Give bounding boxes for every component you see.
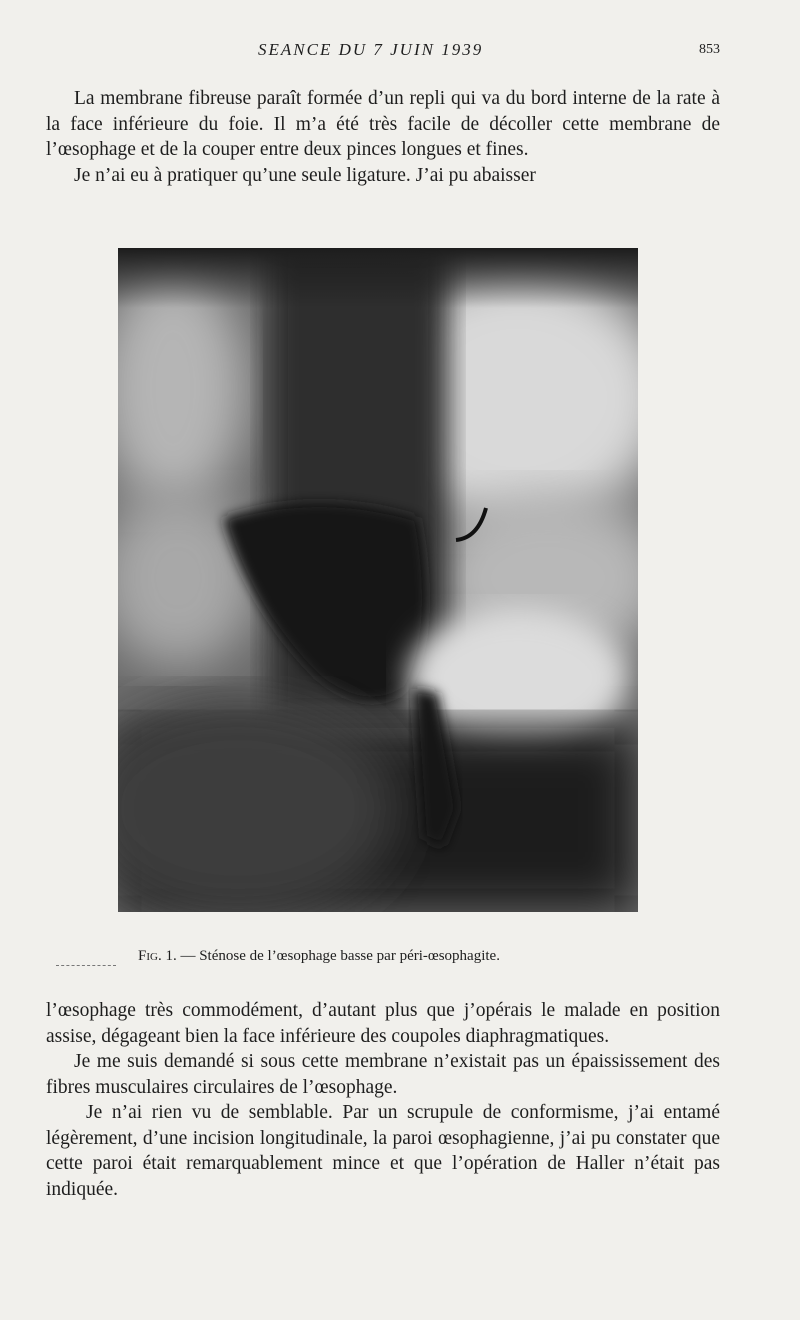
running-title: SEANCE DU 7 JUIN 1939 [258, 40, 484, 59]
caption-rule [56, 965, 116, 966]
page-header [0, 40, 800, 64]
figure-caption-text: — Sténose de l’œsophage basse par péri-œsophagite. [176, 948, 500, 964]
text-block-bottom [46, 998, 720, 1202]
figure-caption [138, 948, 500, 965]
text-block-top [46, 86, 720, 188]
paragraph: Je me suis demandé si sous cette membrane n’existait pas un épaississement des fibres musculaires circulaires de l’œsophage. [46, 1051, 720, 1098]
paragraph: La membrane fibreuse paraît formée d’un repli qui va du bord interne de la rate à la face inférieure du foie. Il m’a été très facile de décoller cette membrane de l’œsophage et de la couper entre deux pinces longues et fines. [46, 88, 720, 160]
paragraph: Je n’ai eu à pratiquer qu’une seule ligature. J’ai pu abaisser [74, 164, 536, 186]
xray-figure [118, 248, 638, 912]
paragraph: l’œsophage très commodément, d’autant plus que j’opérais le malade en position assise, dégageant bien la face inférieure des coupoles diaphragmatiques. [46, 1000, 720, 1047]
paragraph: Je n’ai rien vu de semblable. Par un scrupule de conformisme, j’ai entamé légèrement, d’une incision longitudinale, la paroi œsophagienne, j’ai pu constater que cette paroi était remarquablement mince et que l’opération de Haller n’était pas indiquée. [46, 1102, 720, 1200]
figure-label: Fig. 1. [138, 948, 177, 964]
page-number: 853 [699, 42, 720, 57]
xray-image [118, 248, 638, 912]
